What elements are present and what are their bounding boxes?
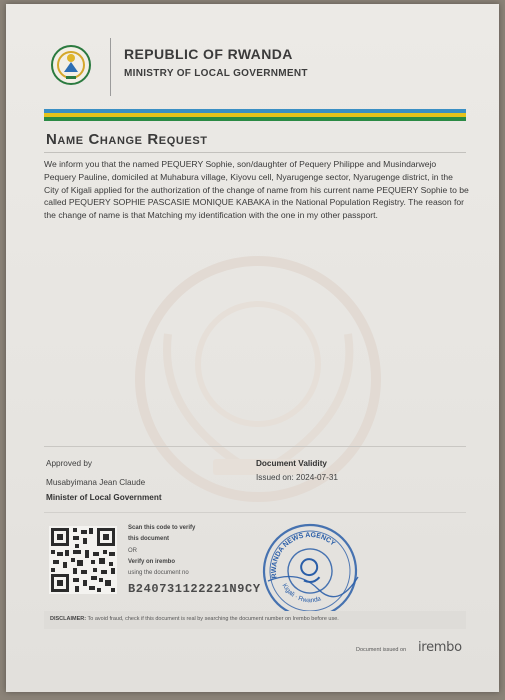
flag-color-bands (44, 109, 466, 121)
verify-instruction: Verify on irembo (128, 559, 176, 565)
ministry-name: MINISTRY OF LOCAL GOVERNMENT (124, 68, 308, 79)
scan-instruction-2: this document (128, 536, 170, 542)
or-label: OR (128, 548, 137, 554)
letterhead (44, 38, 474, 98)
title-divider (44, 152, 466, 153)
stamp-bottom-text: Kigali · Rwanda (280, 582, 322, 605)
signature-divider (44, 446, 466, 447)
disclaimer (50, 616, 339, 622)
approved-by-label: Approved by (46, 459, 92, 468)
scan-instruction: Scan this code to verify (128, 525, 196, 531)
issued-on-label: Document issued on (356, 647, 407, 653)
issued-date: Issued on: 2024-07-31 (256, 473, 338, 482)
rwanda-coat-of-arms-icon (50, 44, 92, 86)
verification-divider (44, 512, 466, 513)
disclaimer-label: DISCLAIMER: (50, 616, 87, 622)
verify-instruction-2: using the document no (128, 570, 189, 576)
document-sheet (6, 4, 499, 692)
official-stamp-icon (258, 519, 362, 623)
country-name: REPUBLIC OF RWANDA (124, 46, 293, 62)
approver-role: Minister of Local Government (46, 493, 162, 502)
stamp-top-text: RWANDA NEWS AGENCY (270, 531, 337, 579)
approver-name: Musabyimana Jean Claude (46, 478, 146, 487)
header-divider (110, 38, 111, 96)
document-title: Name Change Request (46, 131, 208, 148)
irembo-logo: irembo (418, 640, 462, 655)
validity-title: Document Validity (256, 459, 327, 468)
request-body: We inform you that the named PEQUERY Sophie, son/daughter of Pequery Philippe and Musindarwejo Pequery Pauline, domiciled at Muhabura village, Kiyovu cell, Nyarugenge sector, Nyarugenge district, in the City of Kigali applied for the authorization of the change of name from his current name PEQUERY Sophie to be called PEQUERY SOPHIE PASCASIE MONIQUE KABAKA in the National Population Registry. The reason for the change of name is that Matching my identification with the one in my other passport. (44, 159, 469, 221)
qr-code-icon (49, 526, 117, 594)
disclaimer-text: To avoid fraud, check if this document is real by searching the document number on Irembo before use. (87, 616, 339, 622)
band-green (44, 117, 466, 121)
document-number: B240731122221N9CY (128, 582, 261, 596)
